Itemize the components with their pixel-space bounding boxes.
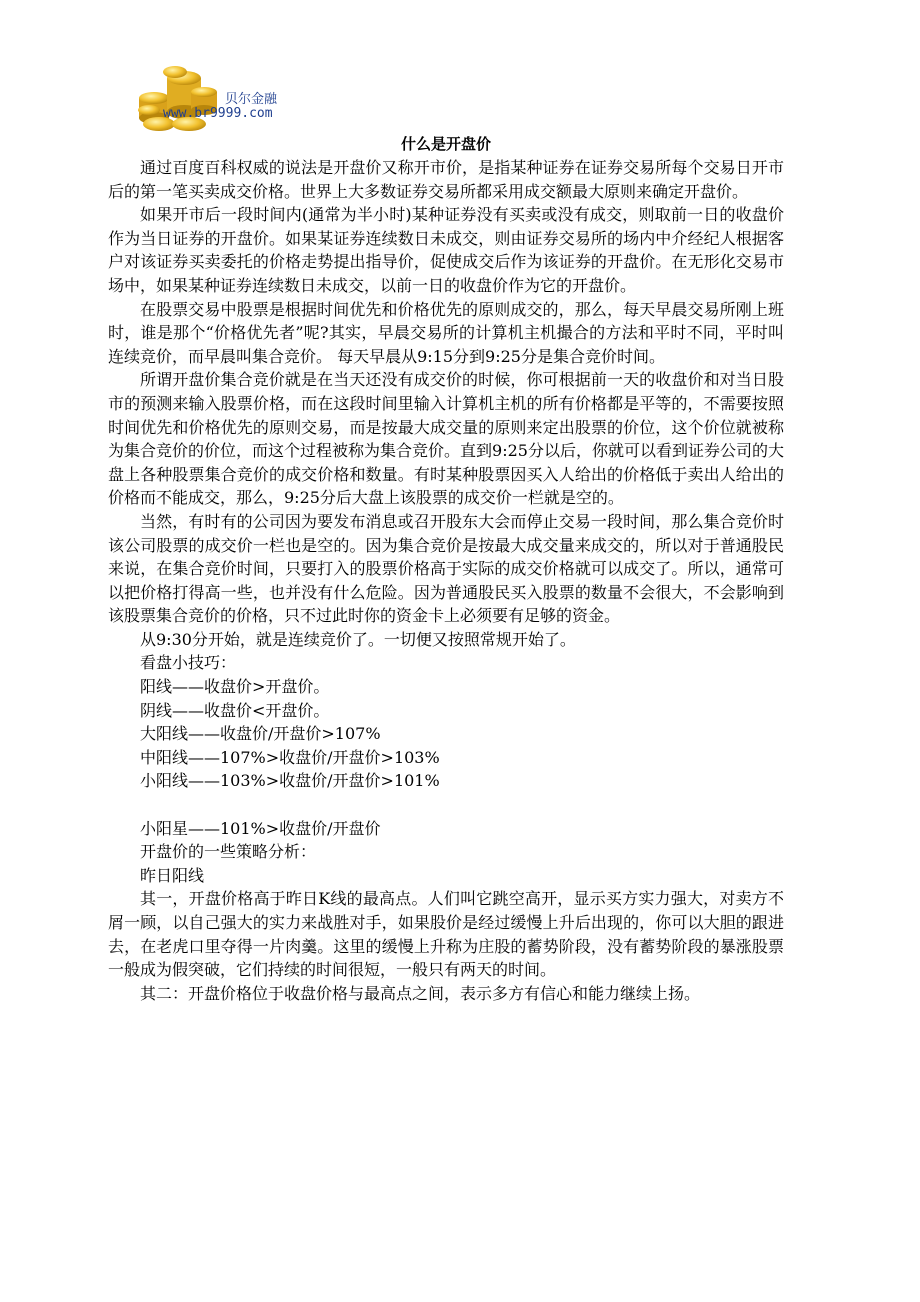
paragraph: 在股票交易中股票是根据时间优先和价格优先的原则成交的，那么，每天早晨交易所刚上班时，谁是那个“价格优先者”呢?其实，早晨交易所的计算机主机撮合的方法和平时不同，平时叫连续竞价，而早晨叫集合竞价。 每天早晨从9:15分到9:25分是集合竞价时间。 bbox=[108, 299, 784, 366]
gold-coins-icon bbox=[133, 64, 225, 132]
brand-logo bbox=[133, 64, 303, 132]
paragraph: 如果开市后一段时间内(通常为半小时)某种证券没有买卖或没有成交，则取前一日的收盘价作为当日证券的开盘价。如果某证券连续数日未成交，则由证券交易所的场内中介经纪人根据客户对该证券买卖委托的价格走势提出指导价，促使成交后作为该证券的开盘价。在无形化交易市场中，如果某种证券连续数日未成交，以前一日的收盘价作为它的开盘价。 bbox=[108, 205, 784, 295]
text-line: 阴线——收盘价<开盘价。 bbox=[140, 700, 330, 720]
text-line: 中阳线——107%>收盘价/开盘价>103% bbox=[140, 747, 440, 767]
paragraph: 其一，开盘价格高于昨日K线的最高点。人们叫它跳空高开，显示买方实力强大，对卖方不屑一顾，以自己强大的实力来战胜对手，如果股价是经过缓慢上升后出现的，你可以大胆的跟进去，在老虎口里夺得一片肉羹。这里的缓慢上升称为庄股的蓄势阶段，没有蓄势阶段的暴涨股票一般成为假突破，它们持续的时间很短，一般只有两天的时间。 bbox=[108, 889, 784, 980]
brand-name: 贝尔金融 bbox=[225, 92, 278, 107]
text-line: 小阳线——103%>收盘价/开盘价>101% bbox=[140, 771, 440, 791]
text-line: 昨日阳线 bbox=[140, 865, 205, 885]
text-line: 小阳星——101%>收盘价/开盘价 bbox=[140, 818, 381, 838]
text-line: 开盘价的一些策略分析： bbox=[140, 842, 317, 862]
page-title: 什么是开盘价 bbox=[400, 135, 491, 153]
article-body bbox=[108, 132, 784, 1005]
paragraph: 所谓开盘价集合竞价就是在当天还没有成交价的时候，你可根据前一天的收盘价和对当日股市的预测来输入股票价格，而在这段时间里输入计算机主机的所有价格都是平等的，不需要按照时间优先和价格优先的原则交易，而是按最大成交量的原则来定出股票的价位，这个价位就被称为集合竞价的价位，而这个过程被称为集合竞价。直到9:25分以后，你就可以看到证券公司的大盘上各种股票集合竞价的成交价格和数量。有时某种股票因买入人给出的价格低于卖出人给出的价格而不能成交，那么，9:25分后大盘上该股票的成交价一栏就是空的。 bbox=[108, 370, 784, 508]
paragraph: 当然，有时有的公司因为要发布消息或召开股东大会而停止交易一段时间，那么集合竞价时该公司股票的成交价一栏也是空的。因为集合竞价是按最大成交量来成交的，所以对于普通股民来说，在集合竞价时间，只要打入的股票价格高于实际的成交价格就可以成交了。所以，通常可以把价格打得高一些，也并没有什么危险。因为普通股民买入股票的数量不会很大，不会影响到该股票集合竞价的价格，只不过此时你的资金卡上必须要有足够的资金。 bbox=[108, 511, 784, 626]
text-line: 大阳线——收盘价/开盘价>107% bbox=[140, 724, 381, 744]
text-line: 阳线——收盘价>开盘价。 bbox=[140, 677, 330, 697]
text-line: 看盘小技巧： bbox=[140, 653, 237, 673]
brand-url[interactable]: www.br9999.com bbox=[163, 106, 273, 121]
text-line: 从9:30分开始，就是连续竞价了。一切便又按照常规开始了。 bbox=[140, 629, 576, 649]
paragraph: 通过百度百科权威的说法是开盘价又称开市价，是指某种证券在证券交易所每个交易日开市后的第一笔买卖成交价格。世界上大多数证券交易所都采用成交额最大原则来确定开盘价。 bbox=[108, 158, 784, 201]
paragraph: 其二：开盘价格位于收盘价格与最高点之间，表示多方有信心和能力继续上扬。 bbox=[140, 983, 701, 1003]
blank-line bbox=[108, 793, 784, 817]
